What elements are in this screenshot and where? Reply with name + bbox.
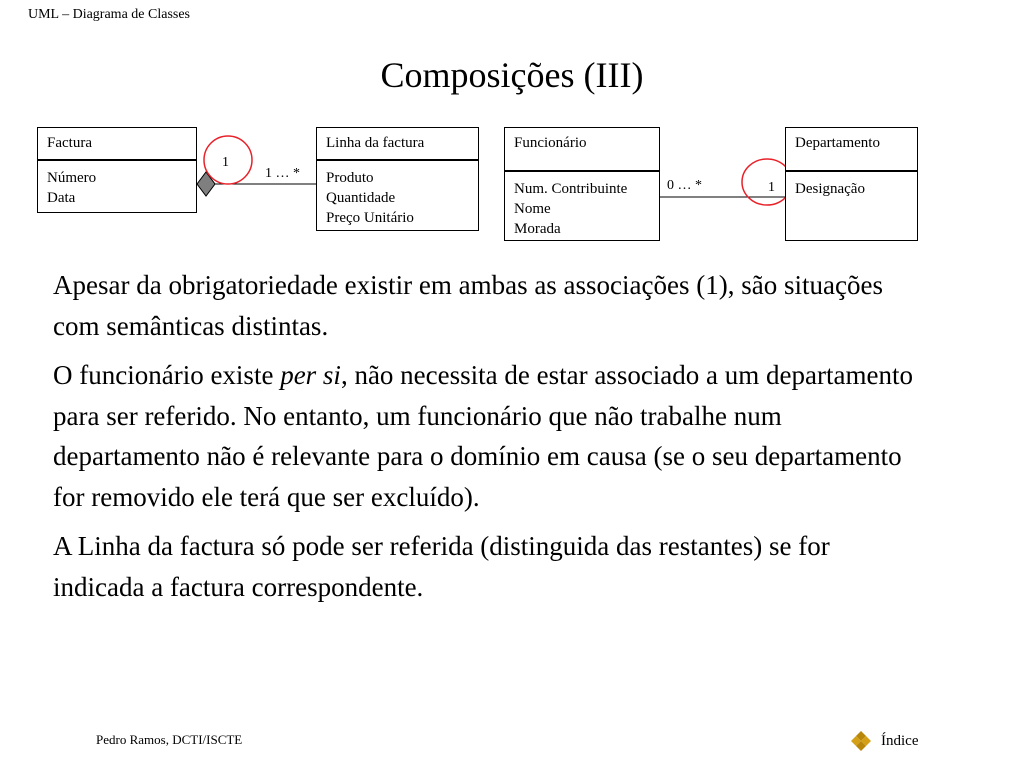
index-link[interactable] bbox=[851, 731, 918, 751]
class-attribute: Produto bbox=[326, 170, 374, 186]
class-funcionario bbox=[504, 127, 660, 241]
paragraph-2 bbox=[53, 355, 913, 517]
class-attribute: Morada bbox=[514, 221, 561, 237]
class-attribute: Data bbox=[47, 190, 76, 206]
class-name: Funcionário bbox=[505, 128, 659, 172]
class-name: Departamento bbox=[786, 128, 917, 172]
paragraph-2-end: , não necessita de estar associado a um departamento para ser referido. No entanto, um funcionário que não trabalhe num departamento não é relevante para o domínio em causa (se o seu departamento for removido ele terá que ser excluído). bbox=[53, 360, 913, 512]
class-attribute: Preço Unitário bbox=[326, 210, 414, 226]
body-text bbox=[53, 265, 913, 616]
class-linha-da-factura bbox=[316, 127, 479, 231]
paragraph-1: Apesar da obrigatoriedade existir em ambas as associações (1), são situações com semânticas distintas. bbox=[53, 270, 883, 341]
class-name: Factura bbox=[38, 128, 196, 161]
class-departamento bbox=[785, 127, 918, 241]
class-attribute: Num. Contribuinte bbox=[514, 181, 628, 197]
multiplicity-departamento: 1 bbox=[768, 180, 775, 195]
footer-author: Pedro Ramos, DCTI/ISCTE bbox=[96, 732, 243, 747]
diamond-cluster-icon bbox=[851, 731, 871, 751]
class-factura bbox=[37, 127, 197, 213]
index-label[interactable]: Índice bbox=[881, 732, 919, 749]
class-name: Linha da factura bbox=[317, 128, 478, 161]
class-attribute: Quantidade bbox=[326, 190, 396, 206]
composition-diamond bbox=[197, 172, 215, 196]
header-title: UML – Diagrama de Classes bbox=[28, 7, 190, 22]
multiplicity-funcionario: 0 … * bbox=[667, 178, 702, 193]
slide-title: Composições (III) bbox=[380, 55, 644, 95]
paragraph-3: A Linha da factura só pode ser referida (distinguida das restantes) se for indicada a factura correspondente. bbox=[53, 531, 830, 602]
paragraph-2-italic: per si bbox=[280, 360, 341, 390]
class-attribute: Número bbox=[47, 170, 97, 186]
multiplicity-linha: 1 … * bbox=[265, 166, 300, 181]
class-attribute: Nome bbox=[514, 201, 551, 217]
multiplicity-factura: 1 bbox=[222, 155, 229, 170]
class-attribute: Designação bbox=[795, 181, 865, 197]
paragraph-2-start: O funcionário existe bbox=[53, 360, 281, 390]
